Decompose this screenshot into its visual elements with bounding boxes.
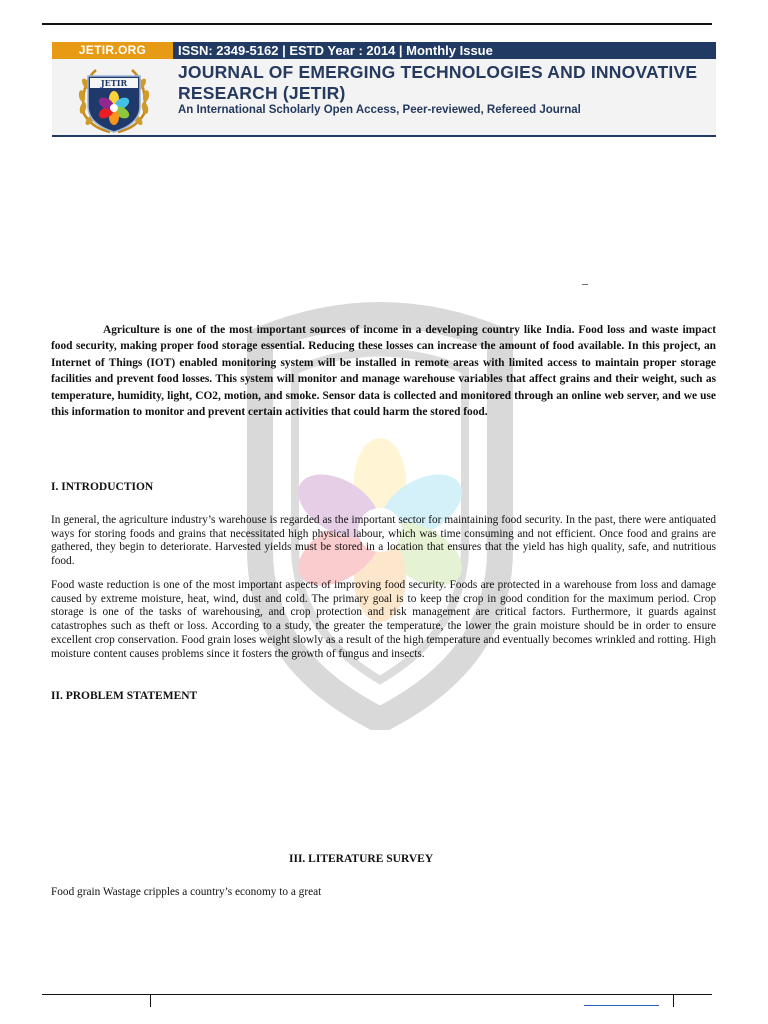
footer-divider-right [673,994,674,1007]
literature-survey-heading: III. LITERATURE SURVEY [289,853,434,865]
journal-tagline: An International Scholarly Open Access, Peer-reviewed, Refereed Journal [178,104,581,116]
introduction-paragraph-1: In general, the agriculture industry’s warehouse is regarded as the important sector for maintaining food security. In the past, there were antiquated ways for storing foods and grains that necessitated high physical labour, which was time consuming and not efficient. Once food and grains are gathered, they begin to deteriorate. Harvested yields must be stored in a location that ensures that the yield has high quality, safe, and nutritious food. [51,514,716,568]
stray-dash: – [582,276,588,290]
footer-divider-left [150,994,151,1007]
introduction-heading: I. INTRODUCTION [51,481,154,493]
journal-title: JOURNAL OF EMERGING TECHNOLOGIES AND INNOVATIVE RESEARCH (JETIR) [178,62,698,103]
introduction-paragraph-2: Food waste reduction is one of the most important aspects of improving food security. Foods are protected in a warehouse from loss and damage caused by extreme moisture, heat, wind, dust and cold. The primary goal is to keep the crop in good condition for the maximum period. Crop storage is one of the tasks of warehousing, and crop protection and risk management are critical factors. Furthermore, it guards against catastrophes such as theft or loss. According to a study, the greater the temperature, the lower the grain moisture should be in order to ensure excellent crop conservation. Food grain loses weight slowly as a result of the high temperature and eventually becomes wrinkled and rotting. High moisture content causes problems since it fosters the growth of fungus and insects. [51,579,716,660]
banner-bottom-rule [52,135,716,137]
journal-header-banner [52,42,716,137]
abstract [51,322,716,420]
abstract-text: Agriculture is one of the most important sources of income in a developing country like India. Food loss and waste impact food security, making proper food storage essential. Reducing these losses can increase the amount of food available. In this project, an Internet of Things (IOT) enabled monitoring system will be installed in remote areas with limited access to maintain proper storage facilities and prevent food losses. This system will monitor and manage warehouse variables that affect grains and their weight, such as temperature, humidity, light, CO2, motion, and smoke. Sensor data is collected and monitored through an online web server, and we use this information to monitor and prevent certain activities that could harm the stored food. [51,324,716,419]
svg-text:JETIR: JETIR [100,78,128,88]
footer-rule [42,994,712,995]
jetir-logo [66,62,162,136]
issn-line: ISSN: 2349-5162 | ESTD Year : 2014 | Monthly Issue [178,43,493,58]
footer-link[interactable] [584,1005,659,1006]
literature-survey-paragraph: Food grain Wastage cripples a country’s economy to a great [51,886,322,898]
problem-statement-heading: II. PROBLEM STATEMENT [51,690,198,702]
site-badge[interactable]: JETIR.ORG [52,42,173,59]
top-rule [42,23,712,25]
